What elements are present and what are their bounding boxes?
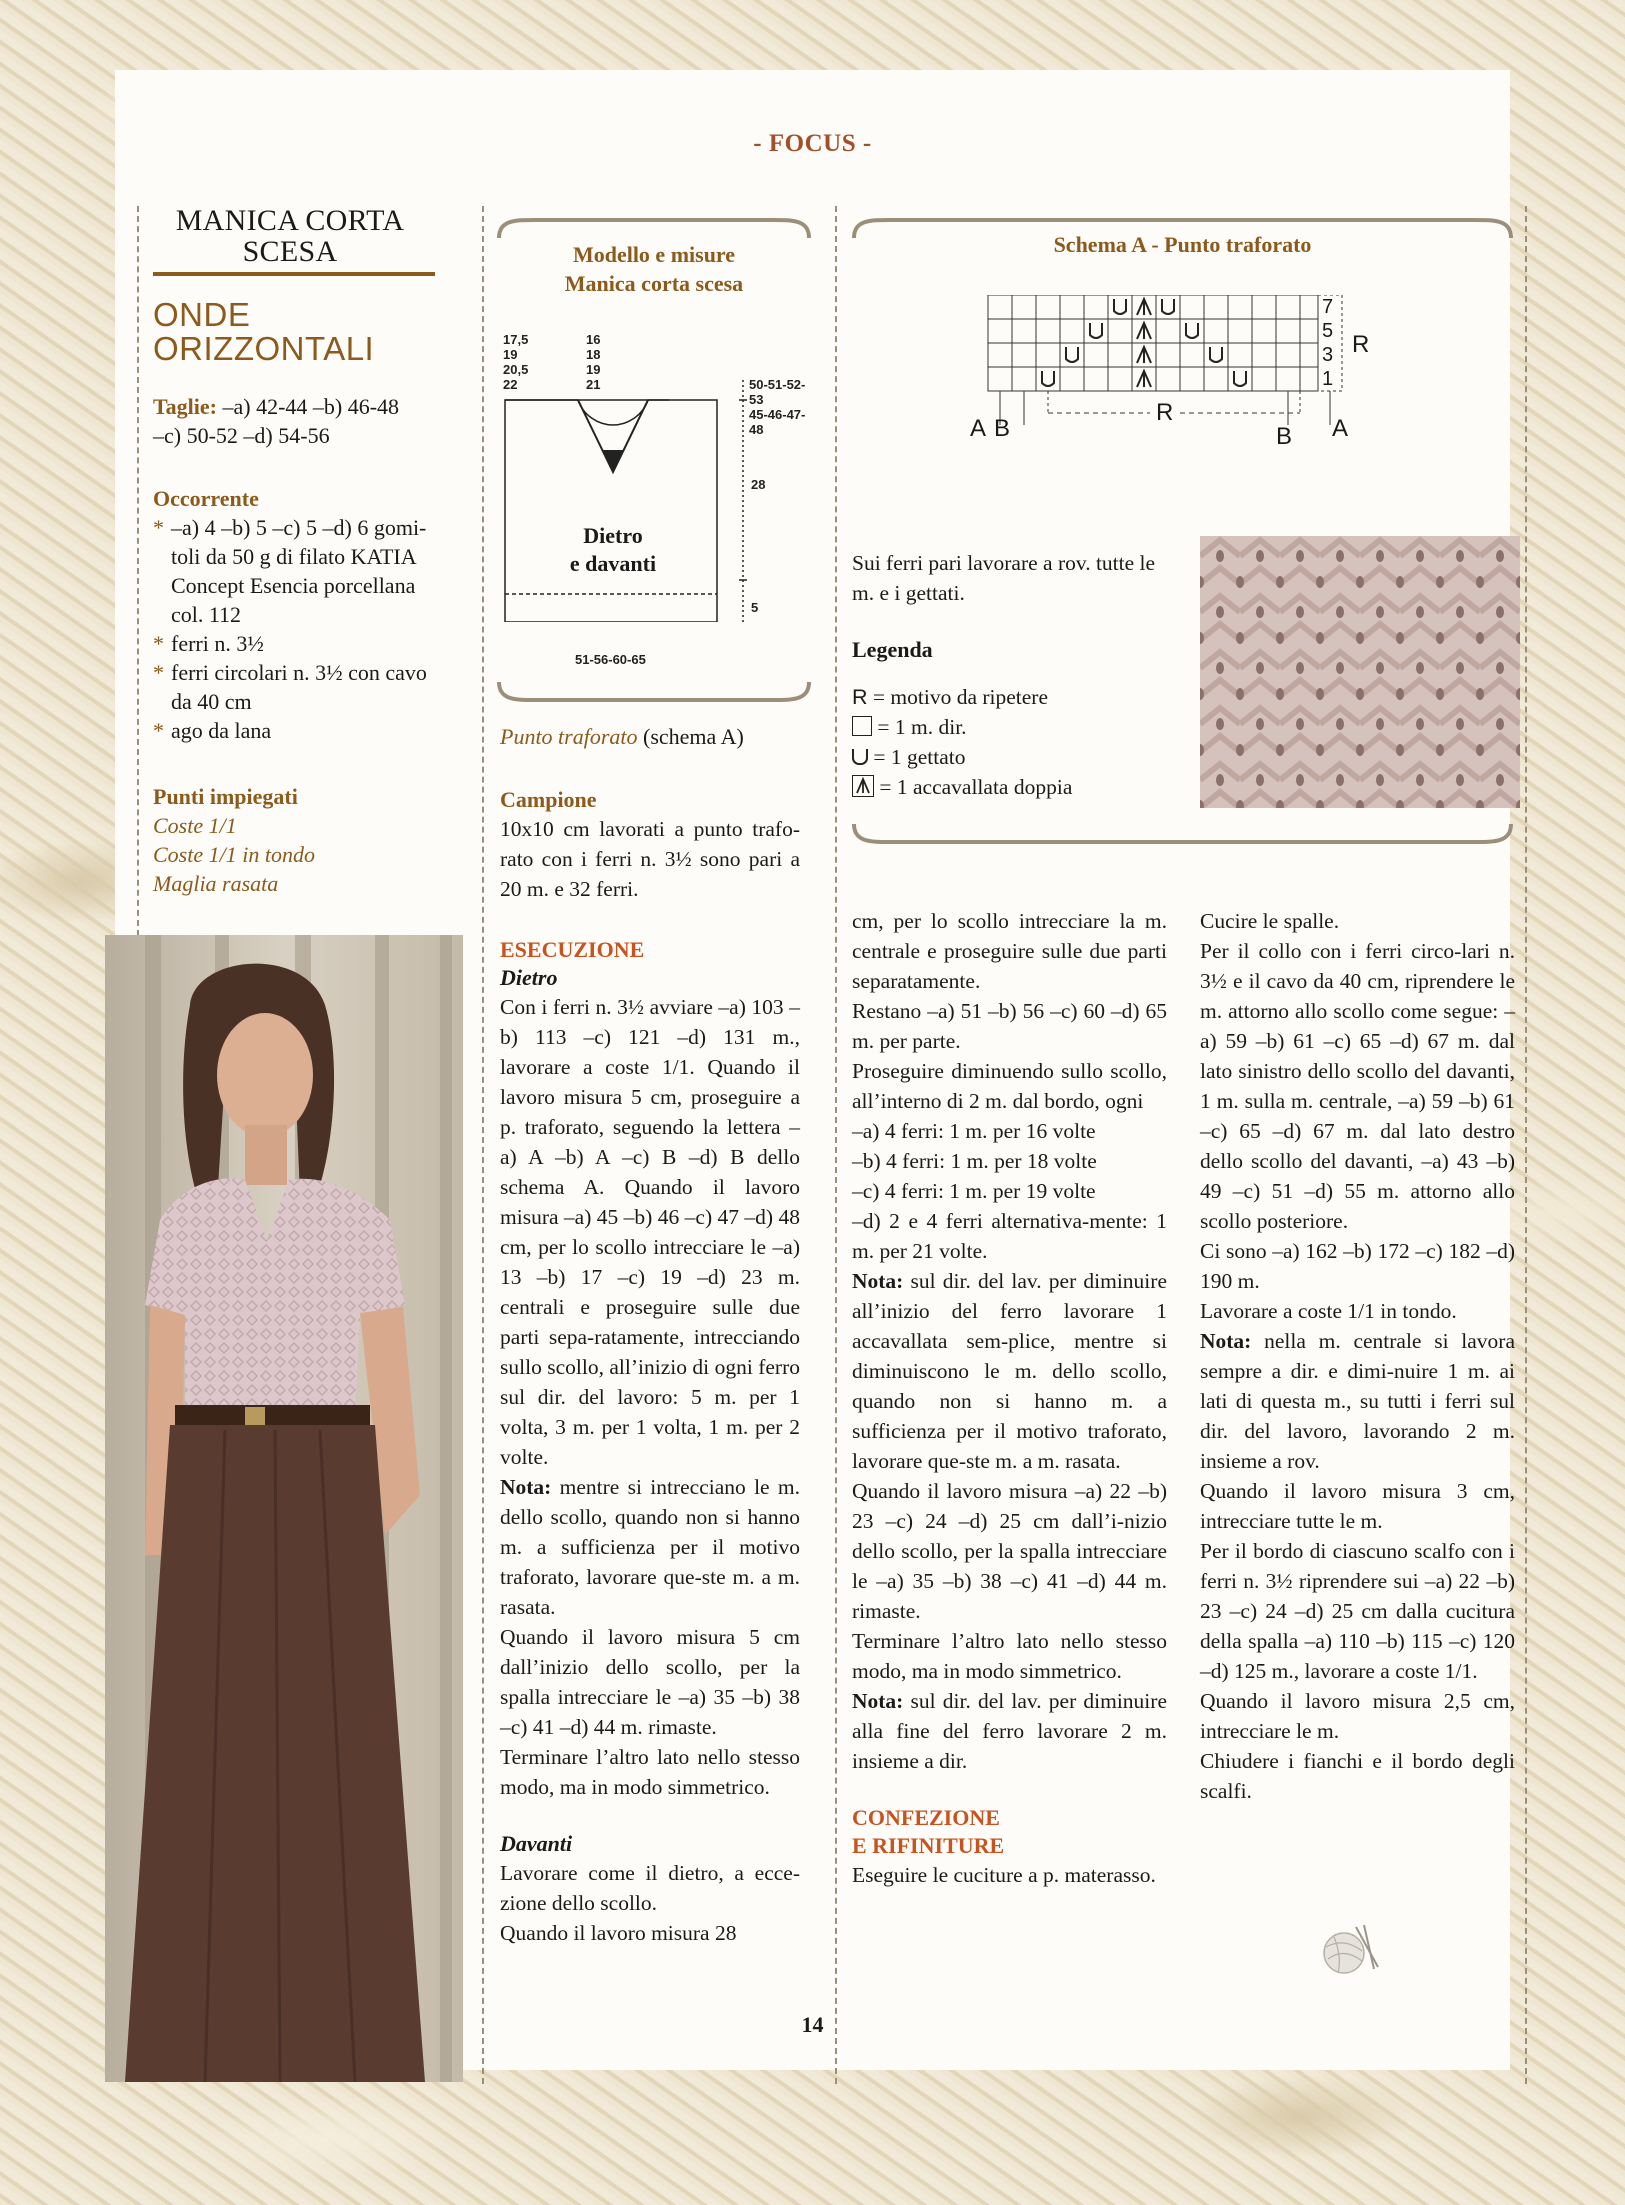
bracket-bottom xyxy=(495,680,813,710)
knit-stitch-icon xyxy=(852,716,872,736)
garment-title-line-2: SCESA xyxy=(242,235,338,268)
col3-text-4b: –b) 4 ferri: 1 m. per 18 volte xyxy=(852,1149,1097,1173)
chart-notes xyxy=(852,548,1162,802)
col4-text-5: Quando il lavoro misura 3 cm, intrecciare tutte le m. xyxy=(1200,1479,1515,1533)
dim-28: 28 xyxy=(751,477,766,492)
schema-ref: (schema A) xyxy=(637,724,744,749)
col4-text xyxy=(1200,906,1515,1806)
column-rule-4 xyxy=(1525,206,1527,2084)
swatch-illustration xyxy=(1200,536,1520,808)
sui-ferri-note: Sui ferri pari lavorare a rov. tutte le m. e i gettati. xyxy=(852,551,1156,605)
occorrente-heading xyxy=(153,484,438,513)
col3-text-3: Proseguire diminuendo sullo scollo, all’interno di 2 m. dal bordo, ogni xyxy=(852,1059,1167,1113)
col3-text-1: cm, per lo scollo intrecciare la m. centrale e proseguire sulle due parti separatamente. xyxy=(852,909,1167,993)
label-b-right: B xyxy=(1276,423,1293,450)
davanti-text: Lavorare come il dietro, a ecce-zione dello scollo. xyxy=(500,1861,800,1915)
title-underline xyxy=(153,272,435,276)
col3-text-2: Restano –a) 51 –b) 56 –c) 60 –d) 65 m. per parte. xyxy=(852,999,1167,1053)
nota-3 xyxy=(852,1686,1167,1776)
nota-4 xyxy=(1200,1326,1515,1476)
legend-repeat-symbol: R xyxy=(852,685,868,709)
legend-item-dir xyxy=(852,712,1162,742)
col4-text-4: Lavorare a coste 1/1 in tondo. xyxy=(1200,1299,1457,1323)
col4-text-2: Per il collo con i ferri circo-lari n. 3½ e il cavo da 40 cm, riprendere le m. attorno allo scollo come segue: –a) 59 –b) 61 –c) 65 –d) 67 m. dal lato sinistro dello scollo del davanti, 1 m. sulla m. centrale, –a) 59 –b) 61 –c) 65 –d) 67 m. dal lato destro dello scollo del davanti, –a) 43 –b) 49 –c) 51 –d) 55 m. attorno allo scollo posteriore. xyxy=(1200,939,1515,1233)
col4-text-6: Per il bordo di ciascuno scalfo con i ferri n. 3½ riprendere sui –a) 22 –b) 23 –c) 24 –d) 25 cm dalla cucitura della spalla –a) 110 –b) 115 –c) 120 –d) 125 m., lavorare a coste 1/1. xyxy=(1200,1539,1515,1683)
schematic-drawing xyxy=(503,332,813,622)
materials-list xyxy=(153,513,438,745)
dim-value: 21 xyxy=(586,377,601,392)
campione-label: Campione xyxy=(500,787,597,812)
col3-text-5: Quando il lavoro misura –a) 22 –b) 23 –c) 24 –d) 25 cm dall’i-nizio dello scollo, per la spalla intrecciare le –a) 35 –b) 38 –c) 41 –d) 44 m. rimaste. xyxy=(852,1479,1167,1623)
repeat-label-right: R xyxy=(1352,331,1370,358)
yarn-over-icon xyxy=(852,749,868,765)
list-item: * ferri circolari n. 3½ con cavo da 40 cm xyxy=(153,658,438,716)
campione-text: 10x10 cm lavorati a punto trafo-rato con i ferri n. 3½ sono pari a 20 m. e 32 ferri. xyxy=(500,817,800,901)
col4-text-7: Quando il lavoro misura 2,5 cm, intrecciare le m. xyxy=(1200,1689,1515,1743)
campione-section xyxy=(500,786,800,904)
piece-label xyxy=(543,522,683,578)
column-rule-2 xyxy=(482,206,484,2084)
col4-text-3: Ci sono –a) 162 –b) 172 –c) 182 –d) 190 m. xyxy=(1200,1239,1515,1293)
confezione-text: Eseguire le cuciture a p. materasso. xyxy=(852,1863,1156,1887)
pattern-name-line-2: ORIZZONTALI xyxy=(153,330,375,367)
punto-item: Coste 1/1 in tondo xyxy=(153,842,315,867)
nota-label: Nota: xyxy=(852,1689,904,1713)
swatch-photo xyxy=(1200,536,1520,808)
label-a-right: A xyxy=(1332,415,1349,442)
dim-value: 19 xyxy=(586,362,601,377)
dim-bottom: 51-56-60-65 xyxy=(575,652,646,667)
dim-value: 18 xyxy=(586,347,601,362)
nota-text: sul dir. del lav. per diminuire all’inizio del ferro lavorare 1 accavallata sem-plice, mentre si diminuiscono le m. dello scollo, quando non si hanno m. a sufficienza per il motivo traforato, lavorare que-ste m. a m. rasata. xyxy=(852,1269,1167,1473)
magazine-page xyxy=(115,70,1515,2070)
esecuzione-label: ESECUZIONE xyxy=(500,937,645,962)
sizes xyxy=(153,392,438,450)
material-line: ferri circolari n. 3½ con cavo xyxy=(171,660,427,685)
dim-value: 50-51-52-53 xyxy=(749,377,806,407)
nota-label: Nota: xyxy=(1200,1329,1252,1353)
chart-title: Schema A - Punto traforato xyxy=(1053,232,1312,257)
nota-2 xyxy=(852,1266,1167,1476)
dietro-text-2: Quando il lavoro misura 5 cm dall’inizio dello scollo, per la spalla intrecciare le –a) 35 –b) 38 –c) 41 –d) 44 m. rimaste. xyxy=(500,1625,800,1739)
model-photo xyxy=(105,935,463,2082)
yarn-ball-icon xyxy=(1312,1917,1382,1977)
right-dims xyxy=(749,377,813,437)
row-numbers xyxy=(1322,295,1333,391)
material-line: ago da lana xyxy=(171,718,272,743)
row-number: 1 xyxy=(1322,368,1334,390)
dim-value: 20,5 xyxy=(503,362,529,377)
list-item: * ago da lana xyxy=(153,716,438,745)
dim-value: 19 xyxy=(503,347,518,362)
legend-item-gettato xyxy=(852,742,1162,772)
row-number: 3 xyxy=(1322,344,1334,366)
nota-text: nella m. centrale si lavora sempre a dir. e dimi-nuire 1 m. ai lati di questa m., su tutti i ferri sul dir. del lavoro, lavorando 2 m. insieme a rov. xyxy=(1200,1329,1515,1473)
schema-title xyxy=(495,240,813,298)
sizes-text-1: –a) 42-44 –b) 46-48 xyxy=(216,394,400,419)
legend-text: = 1 m. dir. xyxy=(872,715,967,739)
nota-label: Nota: xyxy=(852,1269,904,1293)
davanti-label: Davanti xyxy=(500,1831,573,1856)
punto-item: Maglia rasata xyxy=(153,871,279,896)
legend-text: = 1 accavallata doppia xyxy=(874,775,1073,799)
list-item: * –a) 4 –b) 5 –c) 5 –d) 6 gomi- toli da 50 g di filato KATIA Concept Esencia porcellana col. 112 xyxy=(153,513,438,629)
col3-text-4c: –c) 4 ferri: 1 m. per 19 volte xyxy=(852,1179,1096,1203)
row-number: 7 xyxy=(1322,296,1334,318)
sizes-text-2: –c) 50-52 –d) 54-56 xyxy=(153,423,330,448)
schema-bracket-bottom xyxy=(850,822,1515,852)
row-number: 5 xyxy=(1322,320,1334,342)
col3-text xyxy=(852,906,1167,1890)
schema-title-line-1: Modello e misure xyxy=(572,242,736,267)
legend-item-repeat xyxy=(852,682,1162,712)
label-b-left: B xyxy=(994,415,1011,442)
davanti-text-2: Quando il lavoro misura 28 xyxy=(500,1921,737,1945)
bracket-top xyxy=(495,210,813,240)
material-line: toli da 50 g di filato KATIA xyxy=(171,544,417,569)
nota-label: Nota: xyxy=(500,1475,552,1499)
schema-title-line-2: Manica corta scesa xyxy=(564,271,744,296)
page-number: 14 xyxy=(801,2012,824,2037)
dietro-text-1: Con i ferri n. 3½ avviare –a) 103 –b) 113 –c) 121 –d) 131 m., lavorare a coste 1/1. Quando il lavoro misura 5 cm, proseguire a p. traforato, seguendo la lettera –a) A –b) A –c) B –d) B dello schema A. Quando il lavoro misura –a) 45 –b) 46 –c) 47 –d) 48 cm, per lo scollo intrecciare le –a) 13 –b) 17 –c) 19 –d) 23 m. centrali e proseguire sulle due parti sepa-ratamente, intrecciando sullo scollo, all’inizio di ogni ferro sul dir. del lavoro: 5 m. per 1 volta, 3 m. per 1 volta, 1 m. per 2 volte. xyxy=(500,995,800,1469)
stitch-chart xyxy=(970,295,1380,450)
material-line: –a) 4 –b) 5 –c) 5 –d) 6 gomi- xyxy=(171,515,427,540)
legend-text: = 1 gettato xyxy=(868,745,966,769)
col4-text-8: Chiudere i fianchi e il bordo degli scalfi. xyxy=(1200,1749,1515,1803)
nota-text: sul dir. del lav. per diminuire alla fine del ferro lavorare 2 m. insieme a dir. xyxy=(852,1689,1167,1773)
pattern-name xyxy=(153,298,374,366)
double-decrease-icon xyxy=(852,775,874,797)
dim-value: 16 xyxy=(586,332,601,347)
nota-text: mentre si intrecciano le m. dello scollo, quando non si hanno m. a sufficienza per il motivo traforato, lavorare que-ste m. a m. rasata. xyxy=(500,1475,800,1619)
occorrente-label: Occorrente xyxy=(153,486,259,511)
confezione-label-1: CONFEZIONE xyxy=(852,1805,1000,1830)
esecuzione-section xyxy=(500,936,800,1948)
dietro-label: Dietro xyxy=(500,965,558,990)
punto-item: Coste 1/1 xyxy=(153,813,237,838)
col3-text-4d: –d) 2 e 4 ferri alternativa-mente: 1 m. per 21 volte. xyxy=(852,1209,1167,1263)
material-line: ferri n. 3½ xyxy=(171,631,264,656)
garment-schematic xyxy=(503,332,813,622)
dim-5: 5 xyxy=(751,600,759,615)
garment-title xyxy=(155,205,425,267)
punto-traforato-line xyxy=(500,722,800,751)
dietro-text-3: Terminare l’altro lato nello stesso modo, ma in modo simmetrico. xyxy=(500,1745,800,1799)
nota-1 xyxy=(500,1472,800,1622)
section-header: - FOCUS - xyxy=(753,130,872,157)
punti-impiegati xyxy=(153,782,438,898)
col3-text-6: Terminare l’altro lato nello stesso modo, ma in modo simmetrico. xyxy=(852,1629,1167,1683)
legend-item-acc xyxy=(852,772,1162,802)
material-line: col. 112 xyxy=(171,602,242,627)
label-a-left: A xyxy=(970,415,987,442)
material-line: Concept Esencia porcellana xyxy=(171,573,416,598)
dim-value: 45-46-47-48 xyxy=(749,407,806,437)
material-line: da 40 cm xyxy=(171,689,252,714)
dim-value: 22 xyxy=(503,377,518,392)
confezione-label-2: E RIFINITURE xyxy=(852,1833,1005,1858)
column-rule-3 xyxy=(835,206,837,2084)
dim-value: 17,5 xyxy=(503,332,529,347)
stitch-grid xyxy=(980,295,1380,445)
piece-label-line-2: e davanti xyxy=(569,551,657,576)
column-rule-1 xyxy=(137,206,139,936)
punti-label: Punti impiegati xyxy=(153,784,298,809)
piece-label-line-1: Dietro xyxy=(583,523,643,548)
punto-traforato-label: Punto traforato xyxy=(500,724,638,749)
list-item: * ferri n. 3½ xyxy=(153,629,438,658)
col3-text-4a: –a) 4 ferri: 1 m. per 16 volte xyxy=(852,1119,1096,1143)
model-photo-illustration xyxy=(105,935,463,2082)
pattern-name-line-1: ONDE xyxy=(153,296,251,333)
repeat-label-bottom: R xyxy=(1156,399,1174,426)
col4-text-1: Cucire le spalle. xyxy=(1200,909,1340,933)
garment-title-line-1: MANICA CORTA xyxy=(175,204,405,237)
legend-text: = motivo da ripetere xyxy=(867,685,1049,709)
sizes-label: Taglie: xyxy=(153,394,217,419)
legenda-label: Legenda xyxy=(852,637,933,662)
